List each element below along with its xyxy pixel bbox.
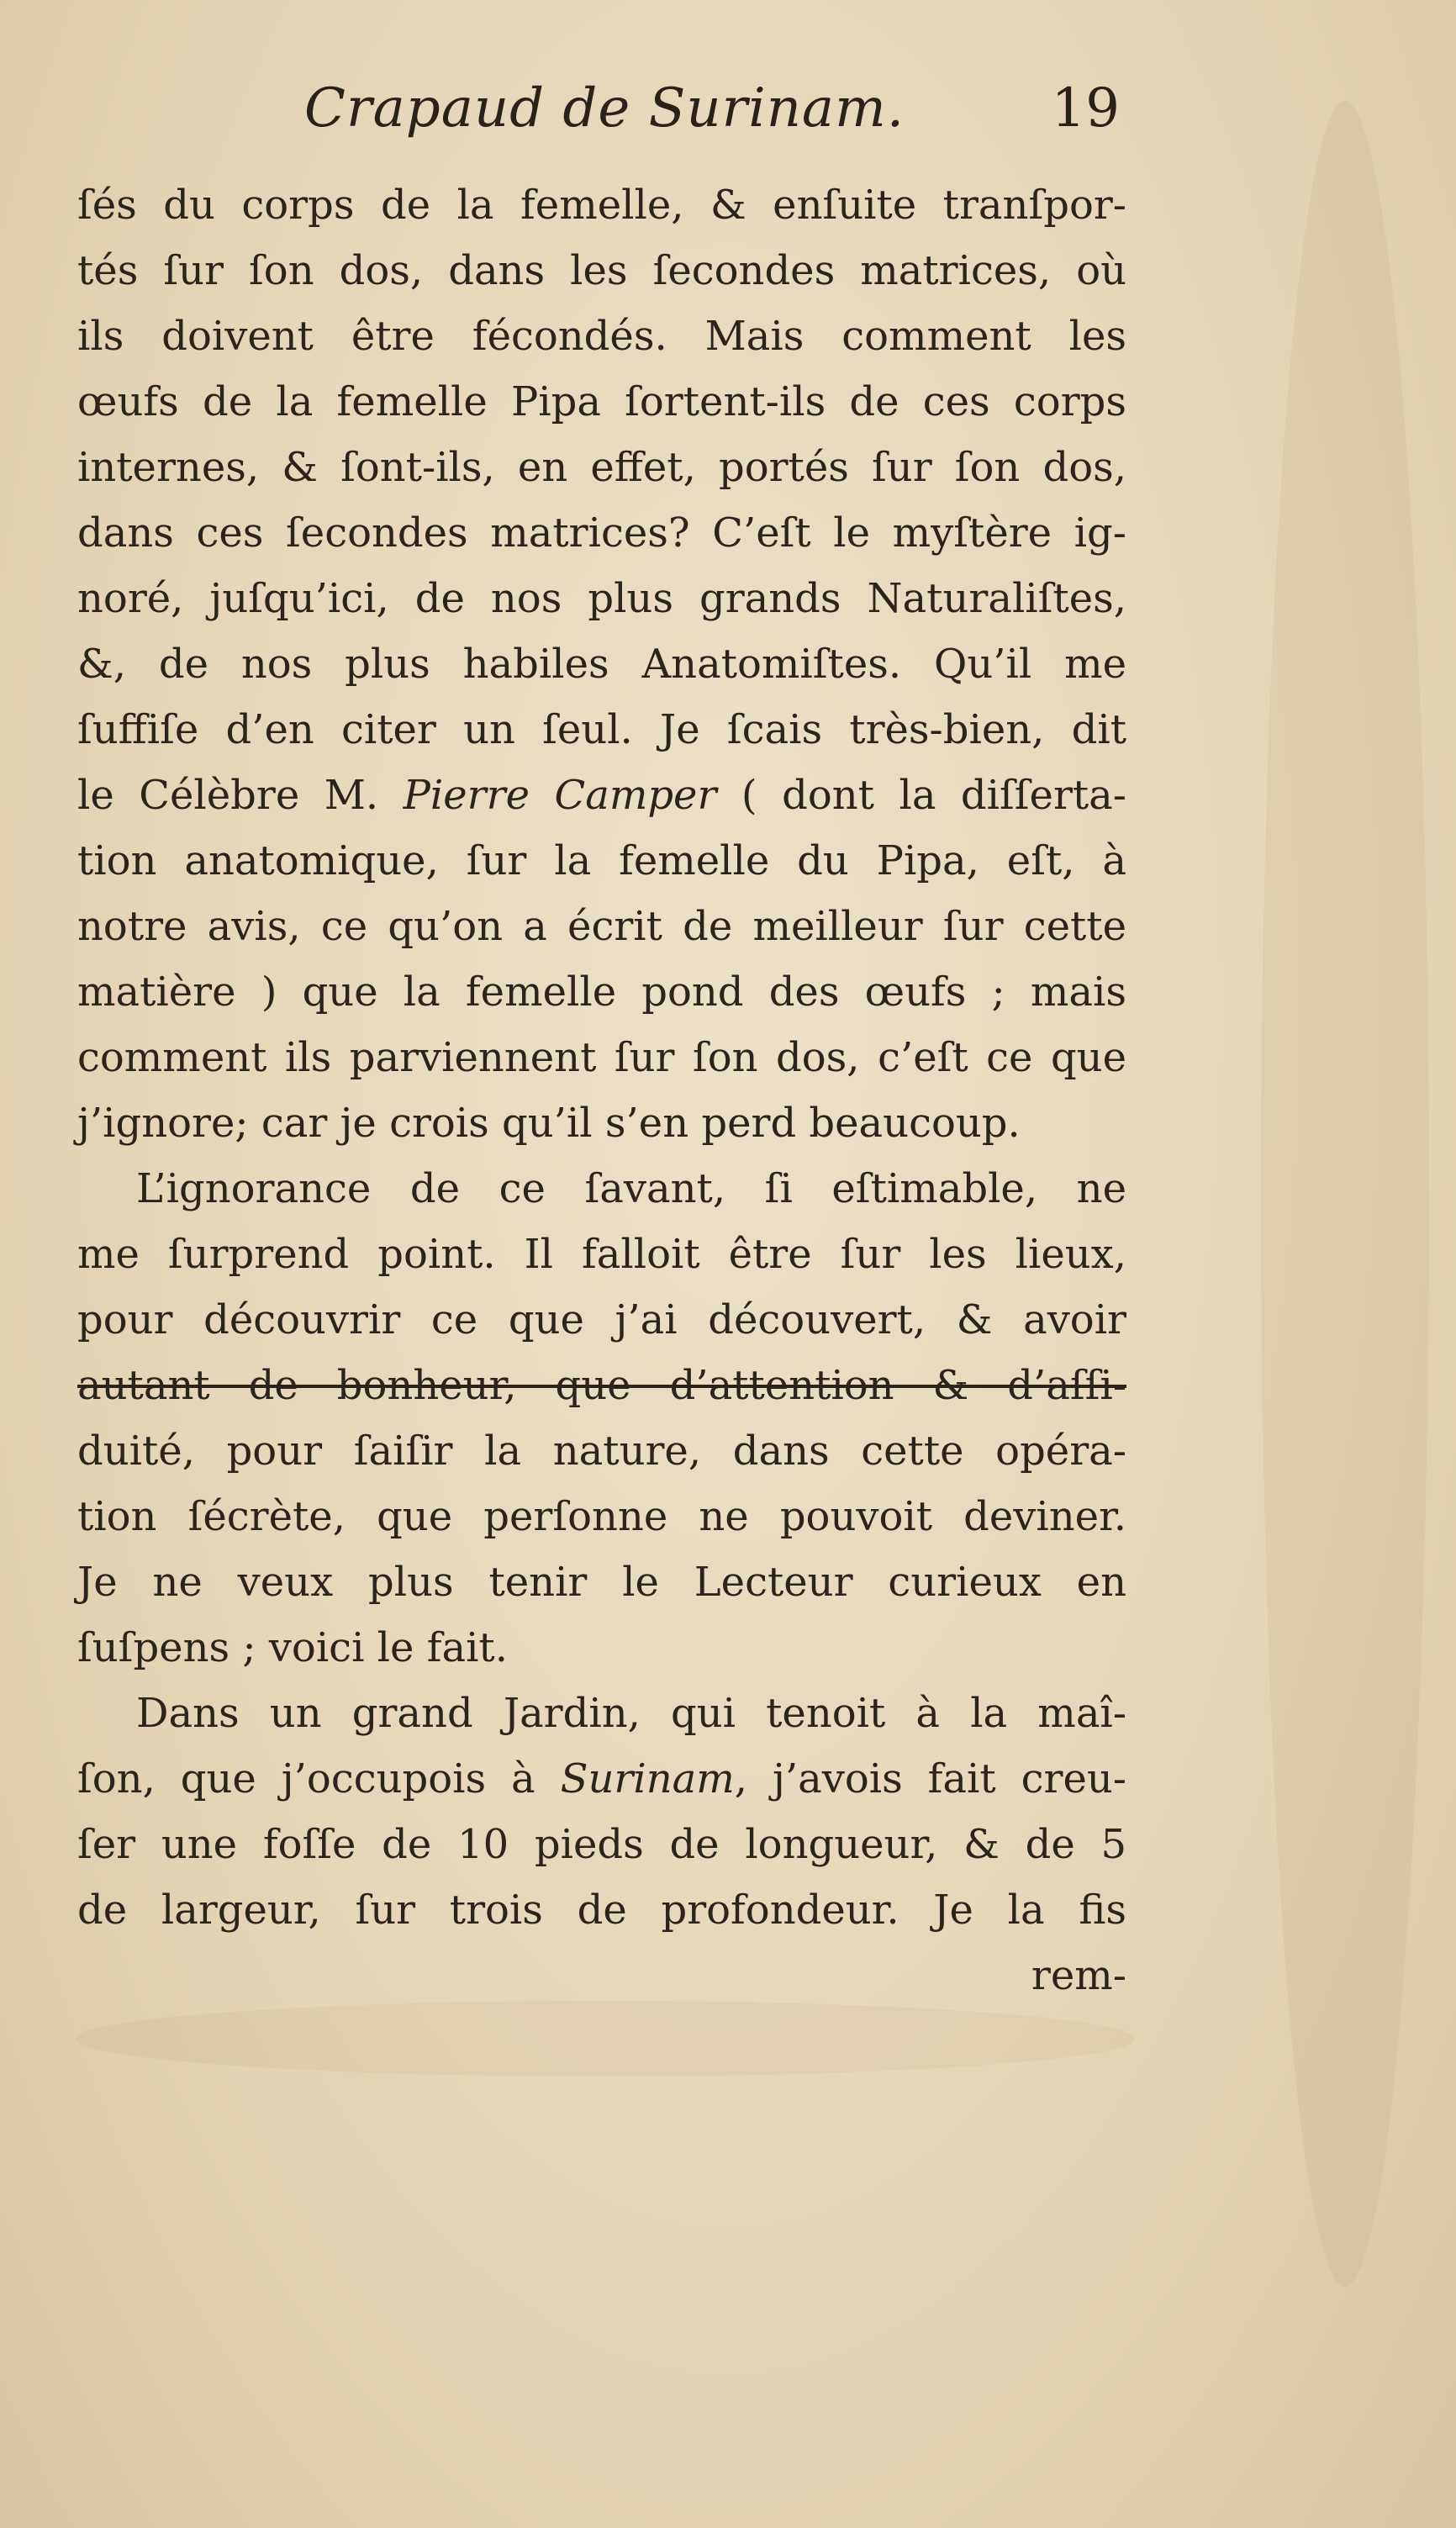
text-fragment: ( dont la diſſerta- — [716, 772, 1127, 819]
text-line: ſer une foſſe de 10 pieds de longueur, & de 5 — [77, 1821, 1126, 1868]
text-line: internes, & ſont-ils, en effet, portés ſur ſon dos, — [77, 444, 1126, 491]
text-line: tion ſécrète, que perſonne ne pouvoit deviner. — [77, 1493, 1126, 1540]
text-line: ſuffiſe d’en citer un ſeul. Je ſcais très-bien, dit — [77, 706, 1126, 753]
text-line: j’ignore; car je crois qu’il s’en perd beaucoup. — [77, 1100, 1021, 1147]
paragraph-start-line: L’ignorance de ce ſavant, ſi eſtimable, ne — [136, 1165, 1126, 1212]
text-line: ſés du corps de la femelle, & enſuite tranſpor- — [77, 182, 1126, 229]
body-text — [77, 172, 1126, 2008]
text-line: Je ne veux plus tenir le Lecteur curieux en — [77, 1559, 1126, 1606]
text-line: tion anatomique, ſur la femelle du Pipa, eſt, à — [77, 837, 1126, 884]
text-line: comment ils parviennent ſur ſon dos, c’eſt ce que — [77, 1034, 1126, 1081]
text-line — [77, 1746, 1126, 1812]
text-line: pour découvrir ce que j’ai découvert, & avoir — [77, 1296, 1126, 1343]
running-title: Crapaud de Surinam. — [304, 77, 905, 140]
page-header — [77, 77, 1126, 153]
text-line: notre avis, ce qu’on a écrit de meilleur ſur cette — [77, 903, 1126, 950]
text-fragment: , j’avois fait creu- — [734, 1755, 1126, 1802]
text-line: tés ſur ſon dos, dans les ſecondes matrices, où — [77, 247, 1126, 294]
person-name: Pierre Camper — [403, 772, 717, 819]
paragraph-start-line: Dans un grand Jardin, qui tenoit à la maî- — [136, 1690, 1126, 1737]
text-line: dans ces ſecondes matrices? C’eſt le myſtère ig- — [77, 509, 1126, 557]
text-fragment: ſon, que j’occupois à — [77, 1755, 561, 1802]
text-line: de largeur, ſur trois de profondeur. Je la fis — [77, 1887, 1126, 1934]
text-line: me ſurprend point. Il falloit être ſur les lieux, — [77, 1231, 1126, 1278]
catchword: rem- — [1031, 1952, 1126, 1999]
paper-stain — [76, 2001, 1135, 2077]
text-fragment: le Célèbre M. — [77, 772, 404, 819]
text-line: œufs de la femelle Pipa ſortent-ils de ces corps — [77, 378, 1126, 425]
text-line — [77, 763, 1126, 828]
struck-through-line: autant de bonheur, que d’attention & d’aſſi- — [77, 1362, 1126, 1409]
paper-stain — [1261, 101, 1429, 2287]
text-line: noré, juſqu’ici, de nos plus grands Naturaliſtes, — [77, 575, 1126, 622]
text-line: matière ) que la femelle pond des œufs ; mais — [77, 968, 1126, 1016]
page-number: 19 — [1051, 77, 1120, 140]
text-line: duité, pour ſaiſir la nature, dans cette opéra- — [77, 1428, 1126, 1475]
text-line: ſuſpens ; voici le fait. — [77, 1624, 508, 1671]
text-line: ils doivent être fécondés. Mais comment les — [77, 313, 1126, 360]
place-name: Surinam — [560, 1755, 735, 1802]
text-line: &, de nos plus habiles Anatomiſtes. Qu’il me — [77, 641, 1126, 688]
